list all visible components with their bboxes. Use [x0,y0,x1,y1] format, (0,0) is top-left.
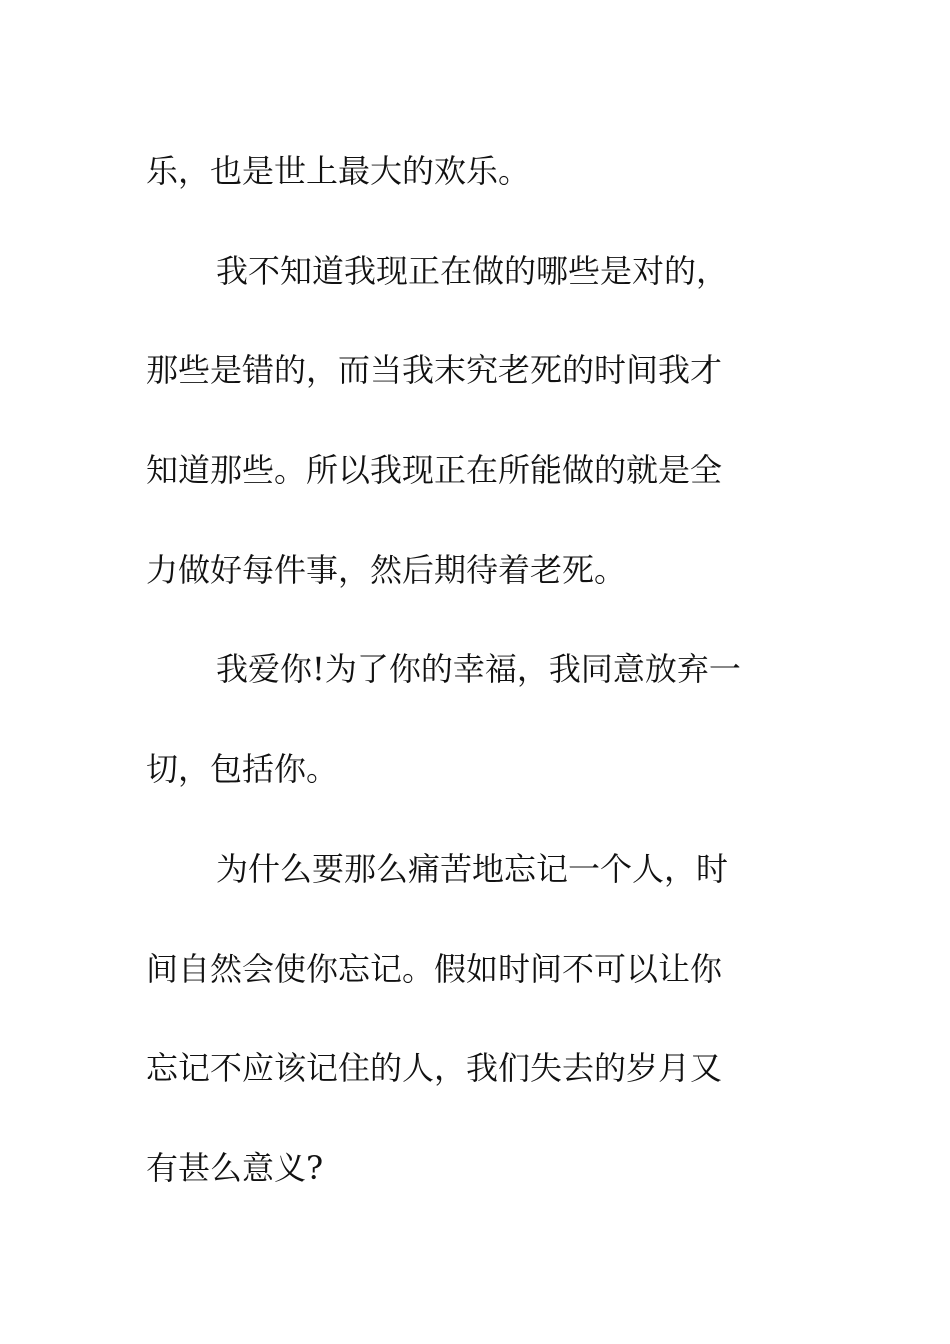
text-line-3: 那些是错的，而当我末究老死的时间我才 [146,351,723,390]
text-line-6: 我爱你!为了你的幸福，我同意放弃一 [216,650,741,689]
text-line-2: 我不知道我现正在做的哪些是对的， [216,251,729,290]
text-line-4: 知道那些。所以我现正在所能做的就是全 [146,451,723,490]
text-line-10: 忘记不应该记住的人，我们失去的岁月又 [146,1049,723,1088]
text-line-1: 乐，也是世上最大的欢乐。 [146,152,531,190]
text-line-11: 有甚么意义? [146,1148,324,1187]
body-text [146,122,806,1219]
text-line-8: 为什么要那么痛苦地忘记一个人，时 [216,849,729,888]
text-line-9: 间自然会使你忘记。假如时间不可以让你 [146,949,723,988]
text-line-7: 切，包括你。 [146,750,339,789]
text-line-5: 力做好每件事，然后期待着老死。 [146,550,627,589]
